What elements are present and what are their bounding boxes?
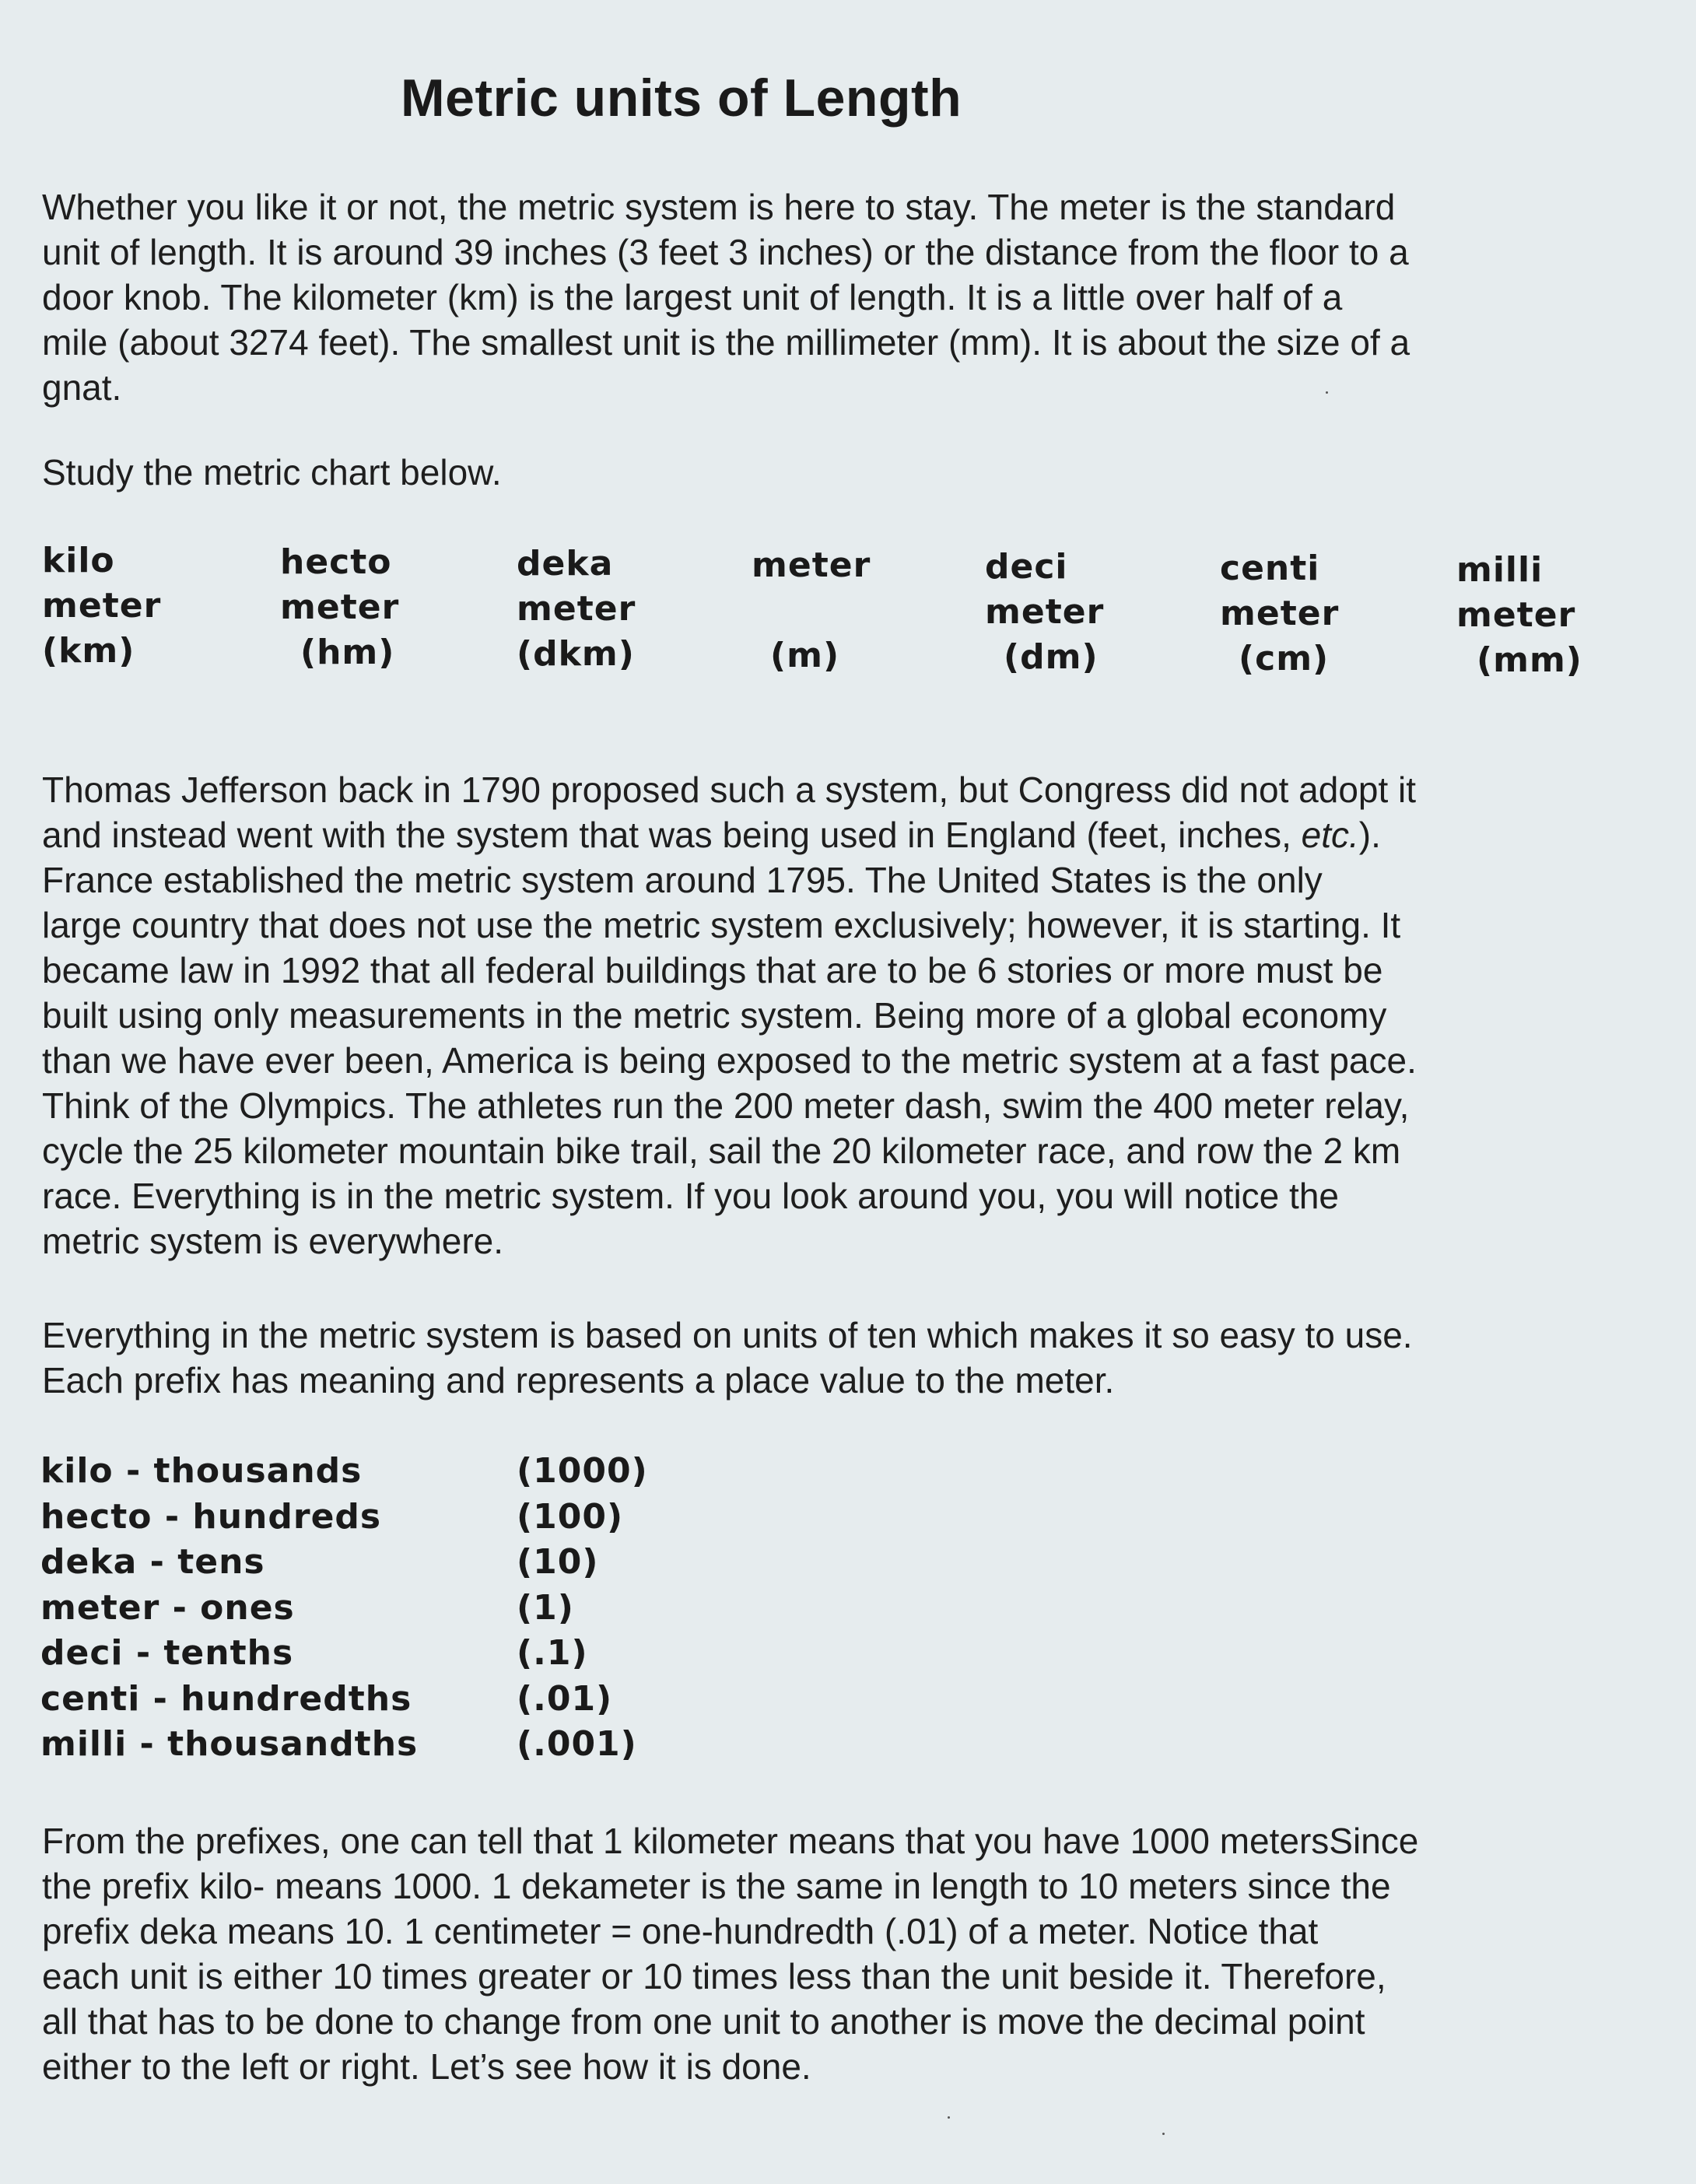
prefix-value: (10) (517, 1542, 599, 1582)
text-line: large country that does not use the metric system exclusively; however, it is starting. It (42, 905, 1401, 945)
chart-prefix: deci (985, 547, 1068, 587)
prefix-value: (.01) (517, 1678, 613, 1719)
text-line: the prefix kilo- means 1000. 1 dekameter is the same in length to 10 meters since the (42, 1866, 1391, 1906)
text-line: Whether you like it or not, the metric system is here to stay. The meter is the standard (42, 187, 1396, 227)
prefix-value: (1000) (517, 1451, 648, 1491)
chart-abbr: (cm) (1239, 639, 1330, 678)
chart-prefix: kilo (42, 541, 115, 580)
text-line: metric system is everywhere. (42, 1221, 504, 1261)
page-title: Metric units of Length (401, 68, 962, 128)
chart-unit: meter (42, 586, 162, 626)
text-line: built using only measurements in the metric system. Being more of a global economy (42, 995, 1387, 1036)
chart-prefix: centi (1220, 549, 1320, 588)
text-line: France established the metric system around 1795. The United States is the only (42, 860, 1323, 900)
chart-abbr: (mm) (1477, 640, 1582, 680)
text-line: each unit is either 10 times greater or 10 times less than the unit beside it. Therefore, (42, 1956, 1386, 1996)
chart-column-hecto (280, 540, 399, 675)
scan-speck (1162, 2133, 1165, 2135)
chart-abbr: (dm) (1004, 637, 1099, 677)
text-line: unit of length. It is around 39 inches (3 feet 3 inches) or the distance from the floor to a (42, 232, 1409, 272)
text-line: either to the left or right. Let’s see how it is done. (42, 2046, 811, 2087)
text-line: all that has to be done to change from one unit to another is move the decimal point (42, 2001, 1365, 2042)
text-line: race. Everything is in the metric system. If you look around you, you will notice the (42, 1176, 1339, 1216)
text-line: and instead went with the system that was being used in England (feet, inches, etc.). (42, 815, 1381, 855)
prefix-name: deci - tenths (40, 1633, 294, 1673)
closing-paragraph (42, 1818, 1637, 2089)
chart-abbr: (m) (770, 636, 840, 675)
prefix-name: hecto - hundreds (40, 1496, 382, 1537)
italic-etc: etc. (1301, 815, 1359, 855)
text-line: Thomas Jefferson back in 1790 proposed such a system, but Congress did not adopt it (42, 769, 1417, 810)
prefix-name: deka - tens (40, 1542, 265, 1582)
prefix-name: kilo - thousands (40, 1451, 363, 1491)
chart-unit: meter (985, 592, 1105, 632)
chart-abbr: (km) (42, 631, 135, 671)
chart-unit (752, 588, 871, 633)
chart-column-kilo (42, 538, 161, 674)
chart-unit: meter (280, 587, 400, 627)
text-line: Study the metric chart below. (42, 452, 502, 493)
text-line: cycle the 25 kilometer mountain bike trail, sail the 20 kilometer race, and row the 2 km (42, 1131, 1401, 1171)
chart-column-deka (517, 542, 636, 677)
intro-paragraph (42, 184, 1637, 410)
prefix-value: (1) (517, 1587, 574, 1628)
scan-speck (1326, 391, 1328, 394)
prefix-name: meter - ones (40, 1587, 295, 1628)
chart-prefix: milli (1456, 550, 1544, 590)
chart-abbr: (hm) (300, 633, 395, 672)
study-prompt (42, 450, 1637, 495)
history-paragraph (42, 767, 1637, 1264)
text-line: than we have ever been, America is being exposed to the metric system at a fast pace. (42, 1040, 1417, 1081)
prefix-value: (.001) (517, 1724, 637, 1764)
text-line: mile (about 3274 feet). The smallest unit is the millimeter (mm). It is about the size of a (42, 322, 1410, 363)
chart-prefix: deka (517, 544, 614, 584)
text-line: Each prefix has meaning and represents a place value to the meter. (42, 1360, 1115, 1400)
text-line: door knob. The kilometer (km) is the largest unit of length. It is a little over half of a (42, 277, 1343, 317)
scan-speck (948, 2116, 950, 2119)
chart-column-centi (1220, 546, 1339, 682)
text-line: became law in 1992 that all federal buildings that are to be 6 stories or more must be (42, 950, 1383, 990)
chart-prefix: hecto (280, 542, 392, 582)
text-line: gnat. (42, 367, 122, 408)
text-line: Everything in the metric system is based on units of ten which makes it so easy to use. (42, 1315, 1413, 1355)
base-ten-paragraph (42, 1313, 1637, 1403)
text-line: Think of the Olympics. The athletes run the 200 meter dash, swim the 400 meter relay, (42, 1085, 1410, 1126)
prefix-value: (.1) (517, 1633, 588, 1673)
chart-unit: meter (1456, 595, 1576, 635)
text-line: From the prefixes, one can tell that 1 kilometer means that you have 1000 metersSince (42, 1821, 1419, 1861)
prefix-name: centi - hundredths (40, 1678, 412, 1719)
text-line: prefix deka means 10. 1 centimeter = one-hundredth (.01) of a meter. Notice that (42, 1911, 1319, 1951)
chart-abbr: (dkm) (517, 634, 635, 674)
prefix-name: milli - thousandths (40, 1724, 419, 1764)
chart-column-deci (985, 545, 1104, 680)
chart-column-milli (1456, 548, 1582, 683)
chart-unit: meter (517, 589, 636, 629)
chart-unit: meter (1220, 594, 1340, 633)
chart-column-meter (752, 543, 871, 678)
chart-prefix: meter (752, 545, 871, 585)
prefix-value: (100) (517, 1496, 624, 1537)
